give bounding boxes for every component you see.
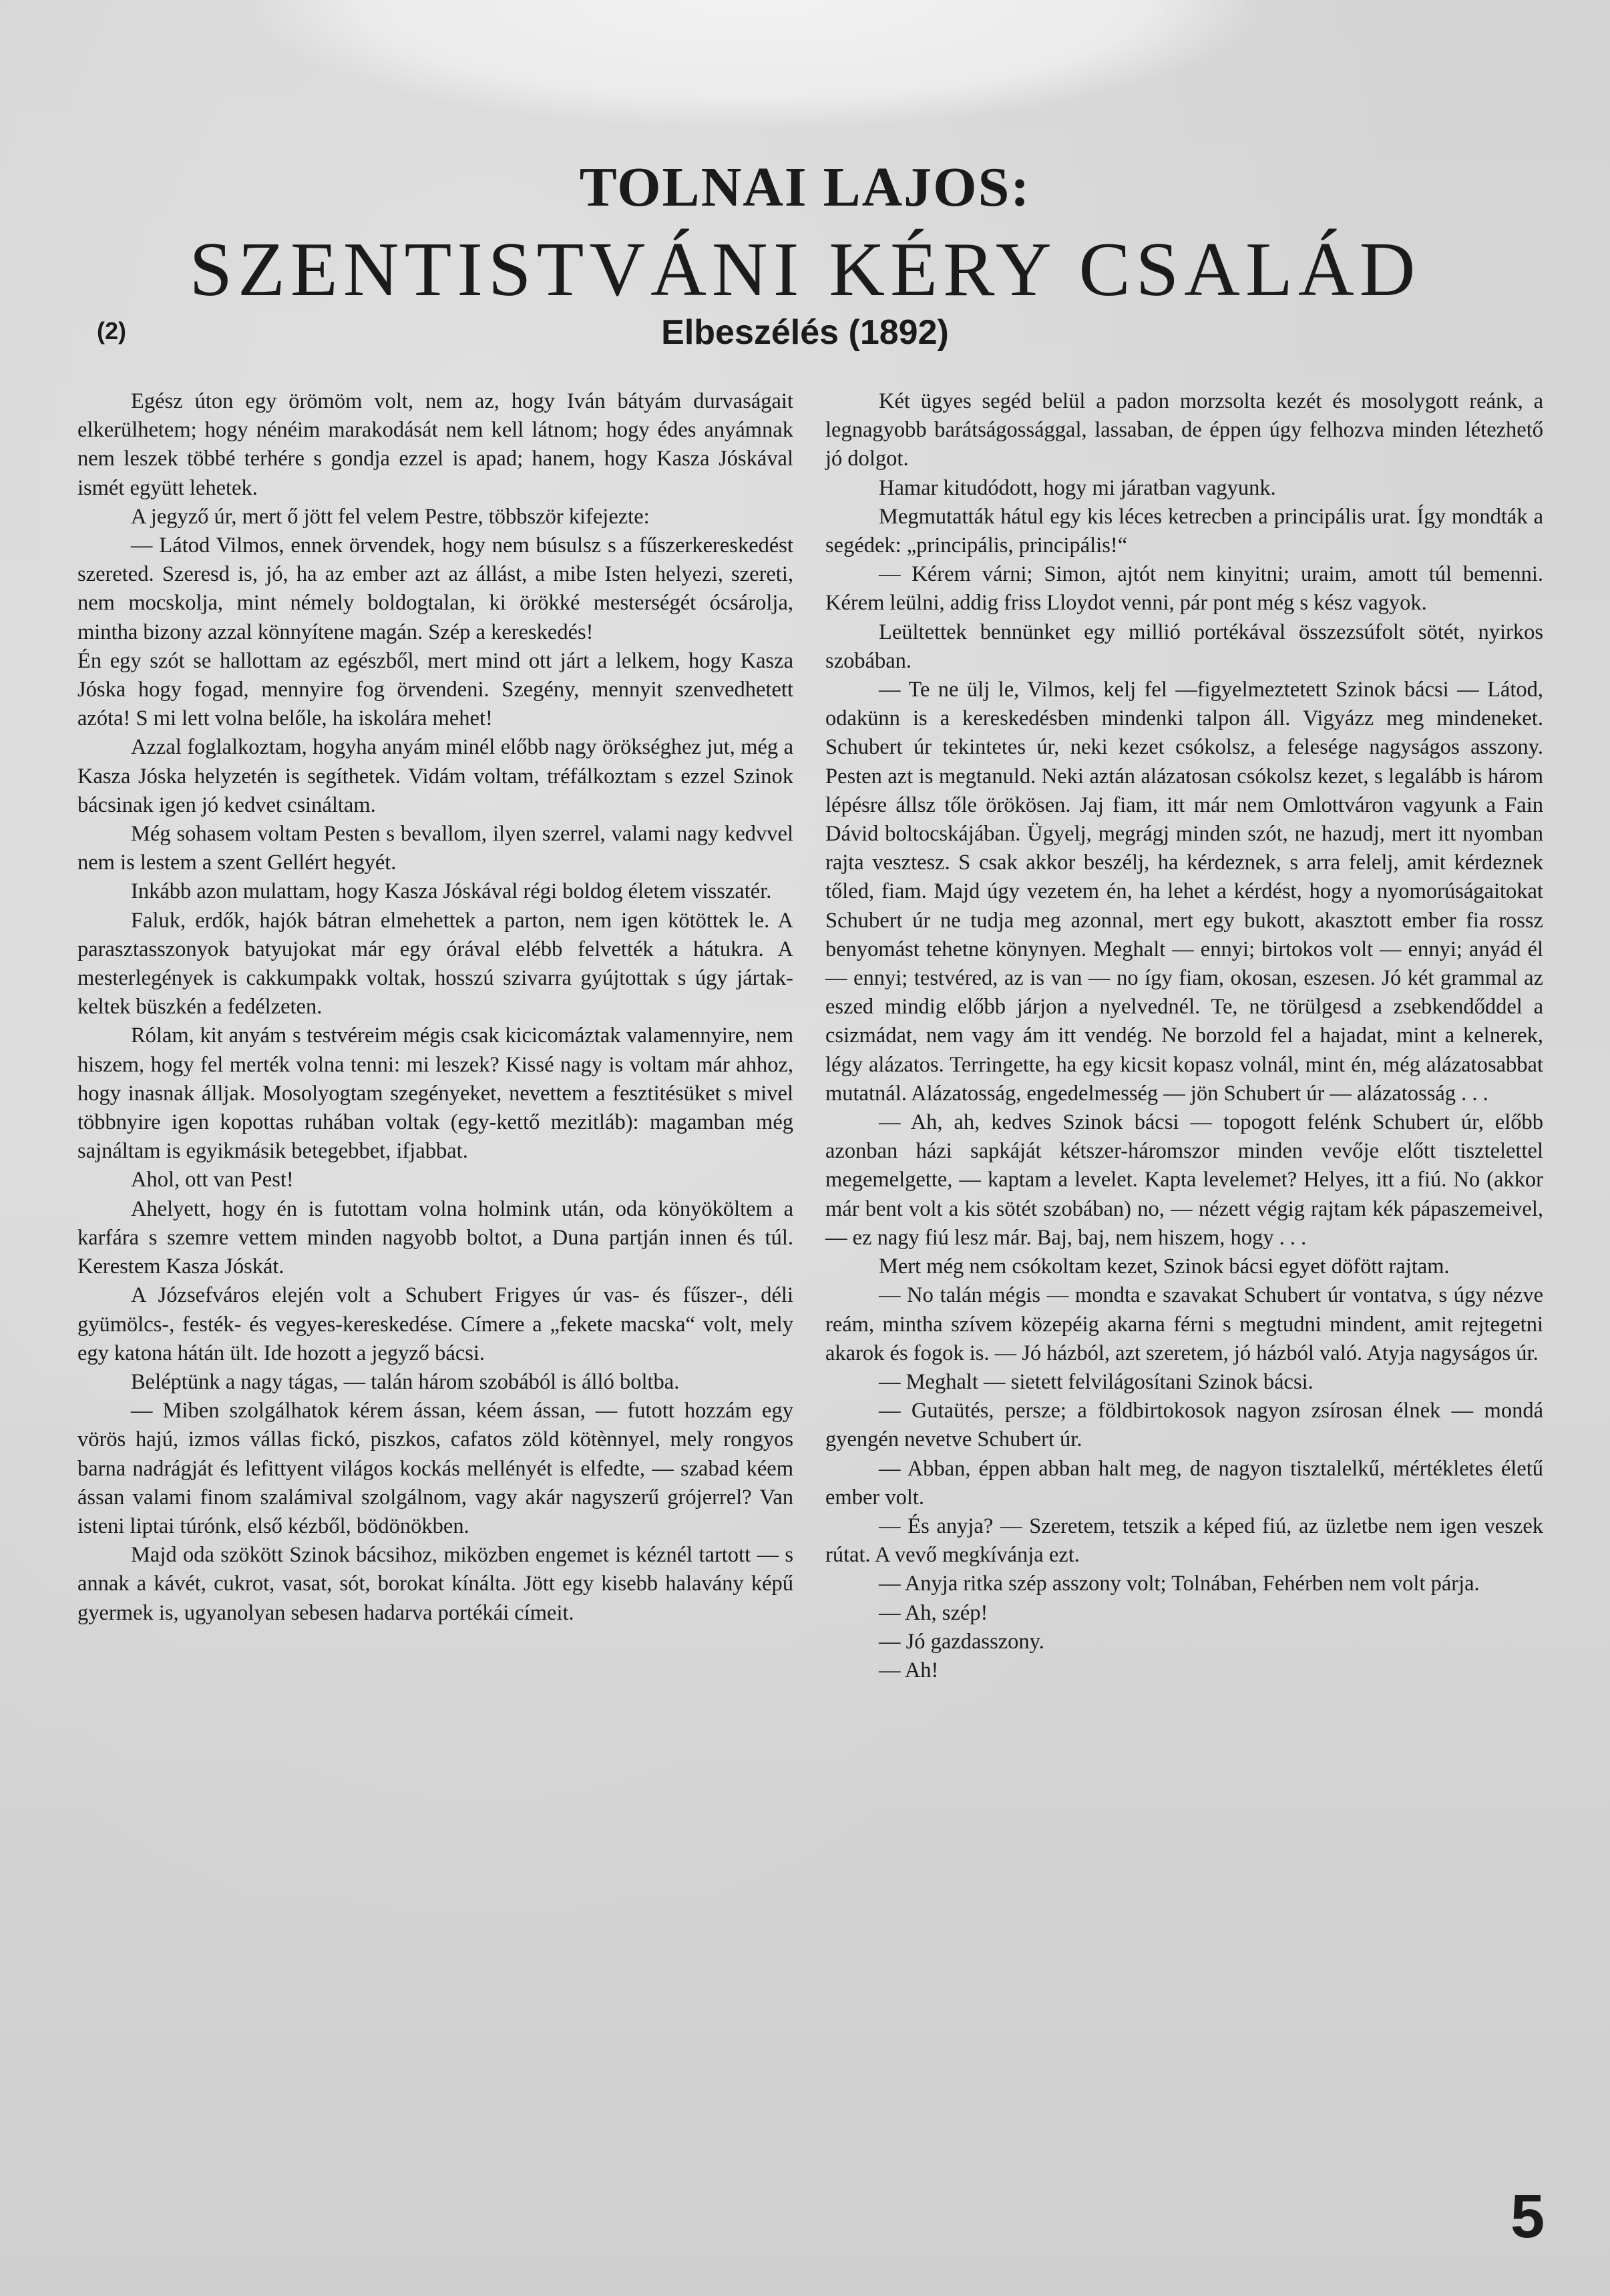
paragraph: A Józsefváros elején volt a Schubert Frigyes úr vas- és fűszer-, déli gyümölcs-, festék- és vegyes-kereskedése. Címere a „fekete macska“ volt, mely egy katona hátán ült. Ide hozott a jegyző bácsi. (77, 1283, 793, 1365)
paragraph: — Miben szolgálhatok kérem ássan, kéem ássan, — futott hozzám egy vörös hajú, izmos vállas fickó, piszkos, cafatos zöld kötènnyel, mely rongyos barna nadrágját és lefittyent világos kockás mellényét is elfedte, — szabad kéem ássan valami finom szalámival szolgálnom, vagy akár nagyszerű grójerrel? Van isteni liptai túrónk, első kézből, bödönökben. (77, 1399, 793, 1538)
paragraph: Azzal foglalkoztam, hogyha anyám minél előbb nagy örökséghez jut, még a Kasza Jóska helyzetén is segíthetek. Vidám voltam, tréfálkoztam s ezzel Szinok bácsinak igen jó kedvet csináltam. (77, 735, 793, 817)
paragraph: Rólam, kit anyám s testvéreim mégis csak kicicomáztak valamennyire, nem hiszem, hogy fel merték volna tenni: mi leszek? Kissé nagy is voltam már ahhoz, hogy inasnak álljak. Mosolyogtam szegényeket, nevettem a fesztitésüket s mivel többnyire igen kopottas ruhában voltak (egy-kettő mezitláb): magamban még sajnáltam is egyikmásik betegebbet, ifjabbat. (77, 1023, 793, 1164)
part-number: (2) (97, 317, 126, 345)
paragraph: Mert még nem csókoltam kezet, Szinok bácsi egyet döfött rajtam. (879, 1254, 1450, 1279)
paragraph: Egész úton egy örömöm volt, nem az, hogy Iván bátyám durvaságait elkerülhetem; hogy nénéim marakodását nem kell látnom; hogy édes anyámnak nem leszek többé terhére s gondja ezzel is apad; hanem, hogy Kasza Jóskával ismét együtt lehetek. (77, 389, 793, 500)
paragraph: Hamar kitudódott, hogy mi járatban vagyunk. (879, 475, 1276, 500)
paragraph: — Anyja ritka szép asszony volt; Tolnában, Fehérben nem volt párja. (879, 1572, 1480, 1596)
paragraph: Két ügyes segéd belül a padon morzsolta kezét és mosolygott reánk, a legnagyobb barátságossággal, lassaban, de éppen úgy felhozva minden létezhető jó dolgot. (825, 389, 1543, 471)
paragraph: Inkább azon mulattam, hogy Kasza Jóskával régi boldog életem visszatér. (131, 879, 772, 904)
paragraph: — Ah, ah, kedves Szinok bácsi — topogott felénk Schubert úr, előbb azonban házi sapkáját kétszer-háromszor minden vevője előtt tisztelettel megemelgette, — kaptam a levelet. Kapta levelemet? Helyes, itt a fiú. No (akkor már bent volt a kis sötét szobában) no, — nézett végig rajtam kék pápaszemeivel, — ez nagy fiú lesz már. Baj, baj, nem hiszem, hogy . . . (825, 1110, 1543, 1250)
paragraph: — Látod Vilmos, ennek örvendek, hogy nem búsulsz s a fűszerkereskedést szereted. Szeresd is, jó, ha az ember azt az állást, a mibe Isten helyezi, szereti, nem mocskolja, mint némely boldogtalan, ki örökké mesterségét ócsárolja, mintha bizony azzal könnyítene magán. Szép a kereskedés! (77, 533, 793, 644)
paragraph: Ahol, ott van Pest! (131, 1168, 294, 1192)
paragraph: A jegyző úr, mert ő jött fel velem Pestre, többször kifejezte: (131, 504, 650, 529)
paragraph: — No talán mégis — mondta e szavakat Schubert úr vontatva, s úgy nézve reám, mintha szívem közepéig akarna férni s megtudni mindent, amit rejtegetni akarok és fogok is. — Jó házból, azt szeretem, jó házból való. Atyja nagyságos úr. (825, 1283, 1543, 1365)
paragraph: — Ah! (879, 1658, 939, 1682)
page-number: 5 (1511, 2183, 1545, 2251)
paragraph: — Kérem várni; Simon, ajtót nem kinyitni; uraim, amott túl bemenni. Kérem leülni, addig friss Lloydot venni, pár pont még s kész vagyok. (825, 562, 1543, 616)
right-column (825, 387, 1543, 1685)
paragraph: Majd oda szökött Szinok bácsihoz, miközben engemet is kéznél tartott — s annak a kávét, cukrot, vasat, sót, borokat kínálta. Jött egy kisebb halavány képű gyermek is, ugyanolyan sebesen hadarva portékái címeit. (77, 1543, 793, 1625)
paragraph: Beléptünk a nagy tágas, — talán három szobából is álló boltba. (131, 1369, 680, 1394)
paragraph: Ahelyett, hogy én is futottam volna holmink után, oda könyököltem a karfára s szemre vettem minden nagyobb boltot, a Duna partján innen és túl. Kerestem Kasza Jóskát. (77, 1196, 793, 1279)
left-column (77, 387, 793, 1628)
paragraph: — Abban, éppen abban halt meg, de nagyon tisztalelkű, mértékletes életű ember volt. (825, 1456, 1543, 1510)
paragraph: Megmutatták hátul egy kis léces ketrecben a principális urat. Így mondták a segédek: „principális, principális!“ (825, 504, 1543, 558)
paragraph: — És anyja? — Szeretem, tetszik a képed fiú, az üzletbe nem igen veszek rútat. A vevő megkívánja ezt. (825, 1514, 1543, 1568)
paragraph: — Jó gazdasszony. (879, 1629, 1044, 1654)
paragraph: Faluk, erdők, hajók bátran elmehettek a parton, nem igen kötöttek le. A parasztasszonyok batyujokat már egy órával elébb felvették a hátukra. A mesterlegények is cakkumpakk voltak, hosszú szivarra gyújtottak s úgy jártak-keltek büszkén a fedélzeten. (77, 908, 793, 1019)
author-heading: TOLNAI LAJOS: (579, 156, 1031, 218)
torn-paper-area (254, 0, 1255, 127)
paragraph: Leültettek bennünket egy millió portékával összezsúfolt sötét, nyirkos szobában. (825, 620, 1543, 673)
paragraph: — Ah, szép! (879, 1600, 988, 1625)
paragraph: Én egy szót se hallottam az egészből, mert mind ott járt a lelkem, hogy Kasza Jóska hogy fogad, mennyire fog örvendeni. Szegény, mennyit szenvedhetett azóta! S mi lett volna belőle, ha iskolára mehet! (77, 648, 793, 731)
paragraph: — Meghalt — sietett felvilágosítani Szinok bácsi. (879, 1369, 1314, 1394)
genre-subtitle: Elbeszélés (1892) (661, 313, 949, 352)
paragraph: — Gutaütés, persze; a földbirtokosok nagyon zsírosan élnek — mondá gyengén nevetve Schubert úr. (825, 1399, 1543, 1452)
story-title: SZENTISTVÁNI KÉRY CSALÁD (189, 227, 1421, 312)
paragraph: — Te ne ülj le, Vilmos, kelj fel —figyelmeztetett Szinok bácsi — Látod, odakünn is a kereskedésben mindenki talpon áll. Vigyázz meg mindeneket. Schubert úr tekintetes úr, neki kezet csókolsz, a felesége nagyságos asszony. Pesten azt is megtanuld. Neki aztán alázatosan csókolsz kezet, s legalább is három lépésre állsz tőle örökösen. Jaj fiam, itt már nem Omlottváron vagyunk a Fain Dávid boltocskájában. Ügyelj, megrágj minden szót, ne hazudj, mert itt nyomban rajta vesztesz. S csak akkor beszélj, ha kérdeznek, s arra felelj, amit kérdeznek tőled, fiam. Majd úgy vezetem én, ha lehet a kérdést, hogy a nyomorúságaitokat Schubert úr ne tudja meg azonnal, mert egy bukott, akasztott ember fia rossz benyomást tehetne könynyen. Meghalt — ennyi; birtokos volt — ennyi; anyád él — ennyi; testvéred, az is van — no így fiam, okosan, eszesen. Jó két grammal az eszed mindig előbb járjon a nyelvednél. Te, ne törülgesd a zsebkendőddel a csizmádat, nem vagy ám itt vendég. Ne borzold fel a hajadat, mint a kelnerek, légy alázatos. Terringette, ha egy kicsit kopasz volnál, mint én, még alázatosabbat mutatnál. Alázatosság, engedelmesség — jön Schubert úr — alázatosság . . . (825, 678, 1543, 1106)
paragraph: Még sohasem voltam Pesten s bevallom, ilyen szerrel, valami nagy kedvvel nem is lestem a szent Gellért hegyét. (77, 822, 793, 875)
